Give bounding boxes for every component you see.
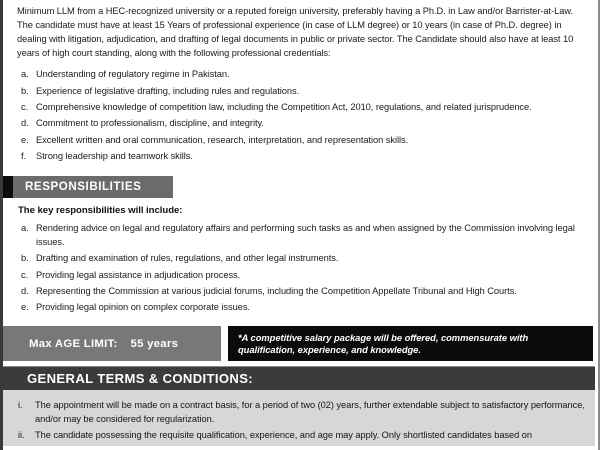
- list-item: [21, 149, 582, 163]
- list-text: Comprehensive knowledge of competition law, including the Competition Act, 2010, regulations, and related jurisprudence.: [36, 101, 532, 112]
- list-text: Understanding of regulatory regime in Pakistan.: [36, 69, 230, 80]
- list-text: Excellent written and oral communication, research, interpretation, and representation skills.: [36, 134, 409, 145]
- salary-note-text: *A competitive salary package will be offered, commensurate with qualification, experience, and knowledge.: [238, 331, 529, 355]
- age-salary-banner: [3, 326, 598, 361]
- list-item: [21, 284, 582, 298]
- list-item: [21, 268, 582, 282]
- list-marker: ii.: [18, 429, 25, 440]
- list-item: [18, 428, 585, 442]
- list-item: [21, 221, 582, 249]
- list-text: Drafting and examination of rules, regulations, and other legal instruments.: [36, 253, 339, 264]
- header-black-cap: [3, 176, 13, 198]
- salary-note-box: [228, 326, 593, 361]
- credentials-list-wrap: [3, 60, 598, 163]
- list-text: Experience of legislative drafting, including rules and regulations.: [36, 85, 300, 96]
- list-item: [21, 67, 582, 81]
- max-age-limit-value: 55 years: [130, 337, 179, 350]
- list-item: [21, 251, 582, 265]
- list-marker: b.: [21, 85, 29, 96]
- list-marker: i.: [18, 399, 23, 410]
- list-item: [21, 300, 582, 314]
- list-item: [18, 398, 585, 426]
- list-marker: d.: [21, 286, 29, 296]
- general-terms-heading: GENERAL TERMS & CONDITIONS:: [3, 366, 595, 390]
- list-item: [21, 84, 582, 98]
- responsibilities-subheading: The key responsibilities will include:: [18, 204, 183, 216]
- list-marker: c.: [21, 101, 29, 112]
- list-marker: b.: [21, 253, 29, 264]
- list-item: [21, 100, 582, 114]
- list-marker: a.: [21, 223, 29, 234]
- credentials-list: [21, 67, 582, 163]
- list-item: [21, 133, 582, 147]
- max-age-limit-label: Max AGE LIMIT:: [29, 337, 118, 350]
- list-text: Rendering advice on legal and regulatory affairs and performing such tasks as and when assigned by the Commission involving legal issues.: [36, 223, 575, 248]
- list-item: [21, 116, 582, 130]
- responsibilities-list: [21, 221, 582, 314]
- list-text: Providing legal assistance in adjudication process.: [36, 269, 241, 280]
- list-marker: c.: [21, 269, 29, 280]
- list-marker: f.: [21, 150, 27, 161]
- responsibilities-list-wrap: [3, 216, 598, 315]
- list-marker: e.: [21, 302, 29, 313]
- list-marker: e.: [21, 134, 29, 145]
- list-marker: d.: [21, 118, 29, 129]
- list-text: Representing the Commission at various judicial forums, including the Competition Appellate Tribunal and High Courts.: [36, 286, 517, 296]
- responsibilities-heading-label: RESPONSIBILITIES: [13, 176, 173, 198]
- list-text: Commitment to professionalism, discipline, and integrity.: [36, 118, 264, 129]
- qualification-section: [3, 0, 598, 60]
- qualification-paragraph: Minimum LLM from a HEC-recognized university or a reputed foreign university, preferably having a Ph.D. in Law and/or Barrister-at-Law. The candidate must have at least 15 Years of professional experience (in case of LLM degree) or 10 years (in case of Ph.D. degree) in dealing with litigation, adjudication, and drafting of legal documents in public or private sector. The Candidate should also have at least 10 years of high court standing, along with the following professional credentials:: [17, 6, 574, 59]
- responsibilities-header: [3, 176, 598, 198]
- list-text: The candidate possessing the requisite qualification, experience, and age may apply. Only shortlisted candidates based on: [35, 429, 532, 440]
- general-terms-body: [3, 390, 595, 446]
- list-text: Strong leadership and teamwork skills.: [36, 150, 193, 161]
- list-marker: a.: [21, 69, 29, 80]
- max-age-limit-box: [3, 326, 221, 361]
- list-text: Providing legal opinion on complex corporate issues.: [36, 302, 250, 313]
- list-text: The appointment will be made on a contract basis, for a period of two (02) years, further extendable subject to satisfactory performance, and/or may be considered for regularization.: [35, 399, 585, 424]
- general-terms-list: [18, 398, 585, 442]
